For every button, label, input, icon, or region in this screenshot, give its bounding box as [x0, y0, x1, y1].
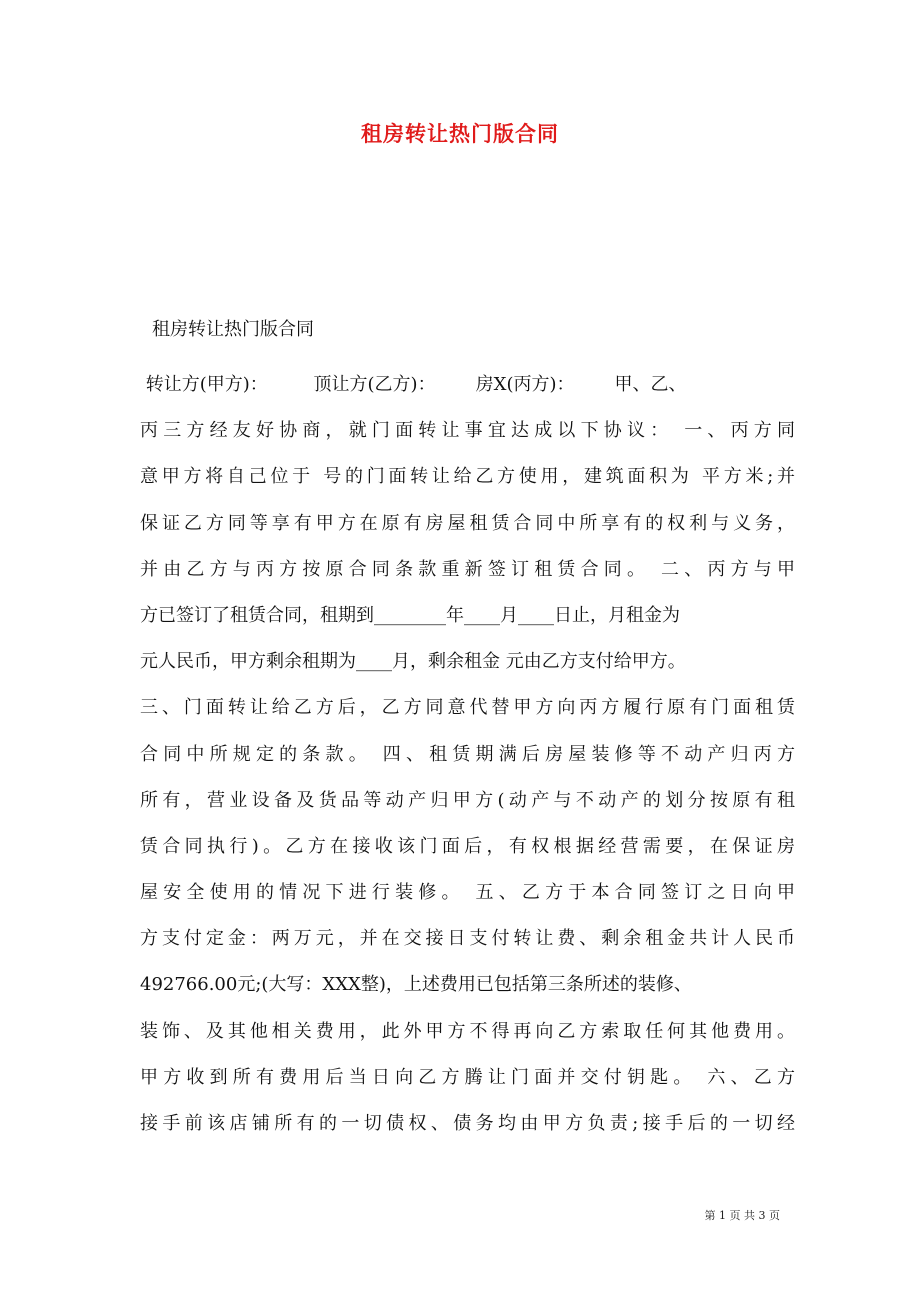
body-line: 装饰、及其他相关费用，此外甲方不得再向乙方索取任何其他费用。: [140, 1020, 795, 1042]
body-line: 合同中所规定的条款。 四、租赁期满后房屋装修等不动产归丙方: [140, 743, 795, 765]
contract-body: [140, 362, 795, 1147]
document-title: 租房转让热门版合同: [361, 121, 559, 146]
body-line: 元人民币，甲方剩余租期为____月，剩余租金 元由乙方支付给甲方。: [140, 651, 686, 673]
body-line: 所有，营业设备及货品等动产归甲方(动产与不动产的划分按原有租: [140, 789, 795, 811]
body-line: 甲方收到所有费用后当日向乙方腾让门面并交付钥匙。 六、乙方: [140, 1066, 795, 1088]
body-line: 三、门面转让给乙方后，乙方同意代替甲方向丙方履行原有门面租赁: [140, 697, 795, 719]
body-line: 492766.00元;(大写：XXX整)，上述费用已包括第三条所述的装修、: [140, 974, 692, 996]
body-line: 保证乙方同等享有甲方在原有房屋租赁合同中所享有的权利与义务，: [140, 512, 795, 534]
body-line: 方支付定金：两万元，并在交接日支付转让费、剩余租金共计人民币: [140, 928, 795, 950]
body-line: 意甲方将自己位于 号的门面转让给乙方使用，建筑面积为 平方米;并: [140, 466, 795, 488]
document-subtitle: 租房转让热门版合同: [152, 319, 314, 340]
body-line: 屋安全使用的情况下进行装修。 五、乙方于本合同签订之日向甲: [140, 882, 795, 904]
body-line: 赁合同执行)。乙方在接收该门面后，有权根据经营需要，在保证房: [140, 835, 795, 857]
body-line: 转让方(甲方)： 顶让方(乙方)： 房X(丙方)： 甲、乙、: [140, 374, 687, 395]
body-line: 并由乙方与丙方按原合同条款重新签订租赁合同。 二、丙方与甲: [140, 558, 795, 580]
page-number: 第 1 页 共 3 页: [704, 1209, 780, 1222]
body-line: 接手前该店铺所有的一切债权、债务均由甲方负责;接手后的一切经: [140, 1113, 795, 1134]
body-line: 丙三方经友好协商，就门面转让事宜达成以下协议： 一、丙方同: [140, 420, 795, 442]
body-line: 方已签订了租赁合同，租期到________年____月____日止，月租金为: [140, 604, 680, 626]
